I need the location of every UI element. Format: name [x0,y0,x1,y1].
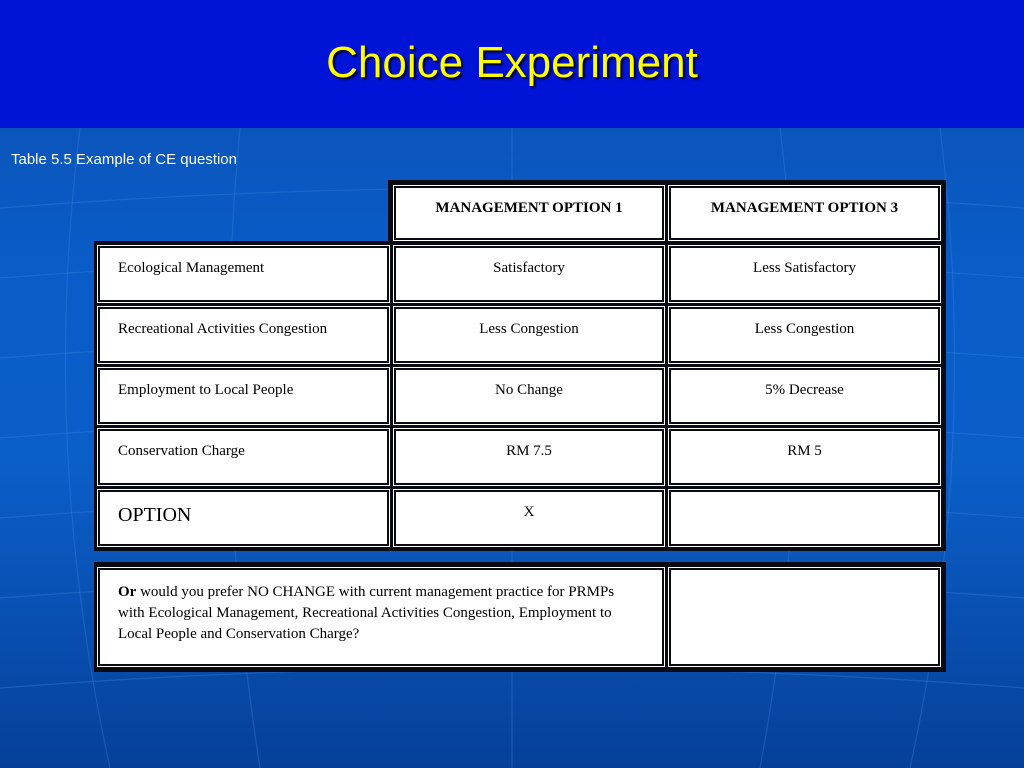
row-charge-opt1: RM 7.5 [394,429,664,485]
no-change-text: would you prefer NO CHANGE with current management practice for PRMPs with Ecological Management, Recreational Activities Congestion, Employment to Local People and Conservation Charge? [118,584,615,642]
no-change-question [98,568,664,666]
row-label-option: OPTION [98,490,389,546]
no-change-choice-cell[interactable] [669,568,940,666]
option-3-choice-cell[interactable] [669,490,940,546]
slide-title: Choice Experiment [326,38,698,87]
row-congestion-opt3: Less Congestion [669,307,940,363]
row-label-employment: Employment to Local People [98,368,389,424]
row-ecological-opt1: Satisfactory [394,246,664,302]
row-ecological-opt3: Less Satisfactory [669,246,940,302]
option-1-choice-cell[interactable]: X [394,490,664,546]
no-change-or: Or [118,584,137,600]
row-employment-opt3: 5% Decrease [669,368,940,424]
header-option-3: MANAGEMENT OPTION 3 [669,186,940,240]
table-caption: Table 5.5 Example of CE question [11,151,237,168]
row-label-charge: Conservation Charge [98,429,389,485]
row-label-ecological: Ecological Management [98,246,389,302]
row-employment-opt1: No Change [394,368,664,424]
header-option-1: MANAGEMENT OPTION 1 [394,186,664,240]
row-label-congestion: Recreational Activities Congestion [98,307,389,363]
row-congestion-opt1: Less Congestion [394,307,664,363]
row-charge-opt3: RM 5 [669,429,940,485]
